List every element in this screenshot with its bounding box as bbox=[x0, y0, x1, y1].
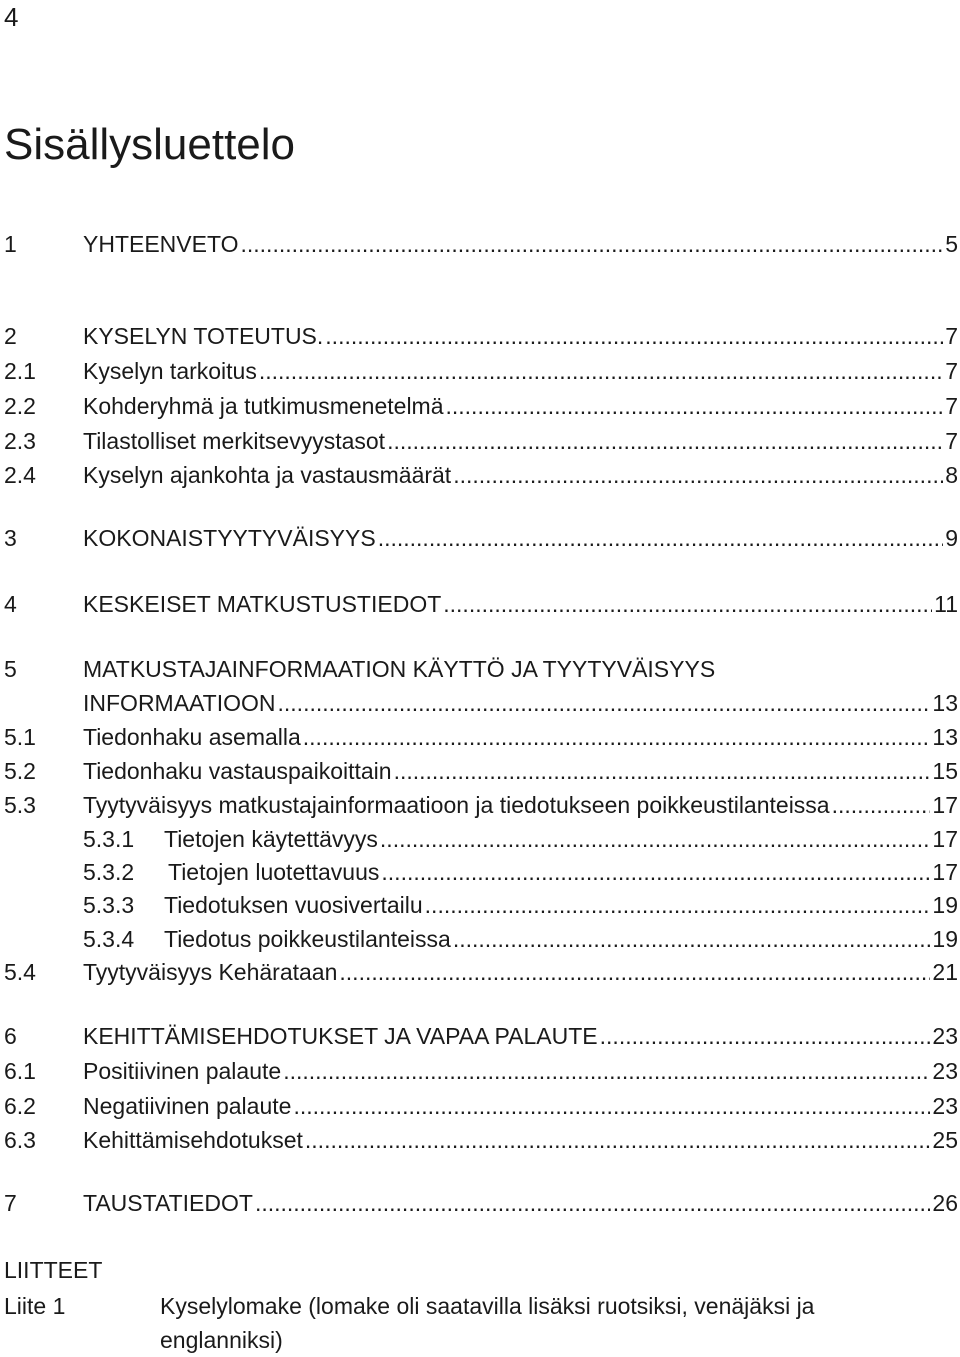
toc-entry-page: 25 bbox=[932, 1127, 958, 1153]
toc-entry[interactable] bbox=[4, 855, 958, 889]
toc-entry[interactable] bbox=[4, 319, 958, 353]
toc-entry-page: 19 bbox=[932, 892, 958, 918]
page-number: 4 bbox=[4, 2, 19, 32]
toc-entry-number: 5.3.1 bbox=[83, 826, 135, 852]
toc-leader-dots bbox=[241, 227, 944, 261]
toc-entry-number: 5.3 bbox=[4, 792, 36, 818]
toc-leader-dots bbox=[381, 855, 930, 889]
toc-entry-number: 2.1 bbox=[4, 358, 36, 384]
toc-leader-dots bbox=[832, 788, 931, 822]
toc-entry-label: Kohderyhmä ja tutkimusmenetelmä bbox=[83, 389, 444, 423]
toc-entry-number: 1 bbox=[4, 231, 17, 257]
toc-entry-number: 6.1 bbox=[4, 1058, 36, 1084]
toc-leader-dots bbox=[394, 754, 931, 788]
toc-leader-dots bbox=[443, 587, 932, 621]
toc-entry-number: 5.3.2 bbox=[83, 859, 135, 885]
toc-entry-number: 5 bbox=[4, 656, 17, 682]
toc-entry-label: Tiedotus poikkeustilanteissa bbox=[164, 922, 451, 956]
toc-entry-page: 21 bbox=[932, 959, 958, 985]
toc-leader-dots bbox=[425, 888, 931, 922]
toc-entry-number: 7 bbox=[4, 1190, 17, 1216]
toc-leader-dots bbox=[600, 1019, 931, 1053]
appendices-heading: LIITTEET bbox=[4, 1257, 103, 1283]
toc-entry-number: 2 bbox=[4, 323, 17, 349]
toc-entry-label: Tyytyväisyys Kehärataan bbox=[83, 955, 337, 989]
toc-entry[interactable] bbox=[4, 458, 958, 492]
toc-entry[interactable] bbox=[4, 888, 958, 922]
toc-entry[interactable] bbox=[4, 389, 958, 423]
page-title: Sisällysluettelo bbox=[4, 120, 296, 169]
toc-entry-number: 6.3 bbox=[4, 1127, 36, 1153]
toc-entry[interactable] bbox=[4, 1123, 958, 1157]
toc-entry-page: 17 bbox=[932, 792, 958, 818]
toc-entry-label: Negatiivinen palaute bbox=[83, 1089, 291, 1123]
toc-entry-page: 5 bbox=[945, 231, 958, 257]
toc-entry-number: 2.4 bbox=[4, 462, 36, 488]
toc-entry-page: 7 bbox=[945, 358, 958, 384]
appendix-item-text: Kyselylomake (lomake oli saatavilla lisäksi ruotsiksi, venäjäksi ja bbox=[160, 1293, 815, 1319]
toc-entry[interactable] bbox=[4, 1054, 958, 1088]
toc-entry-page: 7 bbox=[945, 428, 958, 454]
toc-entry[interactable] bbox=[4, 1019, 958, 1053]
toc-entry-label: Tietojen luotettavuus bbox=[168, 855, 379, 889]
toc-entry-label: INFORMAATIOON bbox=[83, 686, 276, 720]
toc-entry[interactable] bbox=[4, 788, 958, 822]
toc-entry-label: KOKONAISTYYTYVÄISYYS bbox=[83, 521, 376, 555]
toc-leader-dots bbox=[378, 521, 944, 555]
toc-entry[interactable] bbox=[4, 652, 958, 686]
toc-entry-page: 13 bbox=[932, 724, 958, 750]
appendix-item-text-continued: englanniksi) bbox=[160, 1327, 283, 1353]
toc-leader-dots bbox=[303, 720, 931, 754]
toc-entry-label: KYSELYN TOTEUTUS. bbox=[83, 319, 323, 353]
toc-entry-number: 5.1 bbox=[4, 724, 36, 750]
toc-entry-page: 7 bbox=[945, 323, 958, 349]
toc-entry[interactable] bbox=[4, 424, 958, 458]
toc-entry-label: Tyytyväisyys matkustajainformaatioon ja tiedotukseen poikkeustilanteissa bbox=[83, 788, 830, 822]
toc-leader-dots bbox=[283, 1054, 930, 1088]
toc-entry-label: Tiedotuksen vuosivertailu bbox=[164, 888, 423, 922]
toc-entry[interactable] bbox=[4, 227, 958, 261]
toc-entry-number: 5.3.3 bbox=[83, 892, 135, 918]
toc-entry-number: 5.4 bbox=[4, 959, 36, 985]
toc-entry-number: 5.3.4 bbox=[83, 926, 135, 952]
toc-entry-page: 17 bbox=[932, 859, 958, 885]
toc-entry-number: 6 bbox=[4, 1023, 17, 1049]
toc-entry[interactable] bbox=[4, 1089, 958, 1123]
toc-entry-label: YHTEENVETO bbox=[83, 227, 239, 261]
toc-entry-page: 9 bbox=[945, 525, 958, 551]
toc-entry-page: 17 bbox=[932, 826, 958, 852]
toc-entry-number: 6.2 bbox=[4, 1093, 36, 1119]
toc-entry-label: Kyselyn tarkoitus bbox=[83, 354, 257, 388]
toc-leader-dots bbox=[325, 319, 943, 353]
toc-leader-dots bbox=[305, 1123, 931, 1157]
toc-entry-label: MATKUSTAJAINFORMAATION KÄYTTÖ JA TYYTYVÄISYYS bbox=[83, 652, 715, 686]
toc-entry-page: 7 bbox=[945, 393, 958, 419]
toc-entry[interactable] bbox=[4, 955, 958, 989]
toc-entry-page: 23 bbox=[932, 1058, 958, 1084]
toc-entry-page: 23 bbox=[932, 1023, 958, 1049]
toc-entry-label: Kehittämisehdotukset bbox=[83, 1123, 303, 1157]
toc-entry-page: 13 bbox=[932, 690, 958, 716]
toc-entry-page: 8 bbox=[945, 462, 958, 488]
toc-leader-dots bbox=[446, 389, 944, 423]
toc-entry-label: TAUSTATIEDOT bbox=[83, 1186, 253, 1220]
toc-leader-dots bbox=[387, 424, 943, 458]
toc-entry-label: Tiedonhaku vastauspaikoittain bbox=[83, 754, 392, 788]
toc-entry-page: 19 bbox=[932, 926, 958, 952]
toc-entry[interactable] bbox=[4, 720, 958, 754]
toc-entry[interactable] bbox=[4, 754, 958, 788]
toc-entry[interactable] bbox=[4, 354, 958, 388]
toc-entry[interactable] bbox=[4, 587, 958, 621]
toc-entry-label: KEHITTÄMISEHDOTUKSET JA VAPAA PALAUTE bbox=[83, 1019, 598, 1053]
toc-leader-dots bbox=[278, 686, 931, 720]
toc-entry-page: 15 bbox=[932, 758, 958, 784]
toc-entry-label: Tilastolliset merkitsevyystasot bbox=[83, 424, 385, 458]
toc-entry-label: KESKEISET MATKUSTUSTIEDOT bbox=[83, 587, 441, 621]
toc-leader-dots bbox=[453, 458, 943, 492]
toc-entry-page: 26 bbox=[932, 1190, 958, 1216]
toc-entry[interactable] bbox=[4, 521, 958, 555]
toc-entry-page: 23 bbox=[932, 1093, 958, 1119]
toc-leader-dots bbox=[339, 955, 930, 989]
toc-entry-page: 11 bbox=[934, 591, 958, 617]
appendix-item-number: Liite 1 bbox=[4, 1293, 66, 1319]
toc-entry-number: 2.3 bbox=[4, 428, 36, 454]
toc-entry-number: 3 bbox=[4, 525, 17, 551]
toc-entry-label: Tietojen käytettävyys bbox=[164, 822, 378, 856]
toc-entry-number: 5.2 bbox=[4, 758, 36, 784]
toc-leader-dots bbox=[453, 922, 931, 956]
toc-entry[interactable] bbox=[4, 1186, 958, 1220]
toc-leader-dots bbox=[380, 822, 930, 856]
toc-leader-dots bbox=[259, 354, 943, 388]
toc-entry-number: 4 bbox=[4, 591, 17, 617]
toc-entry-label: Kyselyn ajankohta ja vastausmäärät bbox=[83, 458, 451, 492]
toc-entry[interactable] bbox=[4, 822, 958, 856]
toc-entry[interactable] bbox=[4, 922, 958, 956]
toc-entry-label: Positiivinen palaute bbox=[83, 1054, 281, 1088]
toc-leader-dots bbox=[293, 1089, 930, 1123]
toc-entry-label: Tiedonhaku asemalla bbox=[83, 720, 301, 754]
toc-leader-dots bbox=[255, 1186, 930, 1220]
toc-entry[interactable] bbox=[4, 686, 958, 720]
toc-entry-number: 2.2 bbox=[4, 393, 36, 419]
